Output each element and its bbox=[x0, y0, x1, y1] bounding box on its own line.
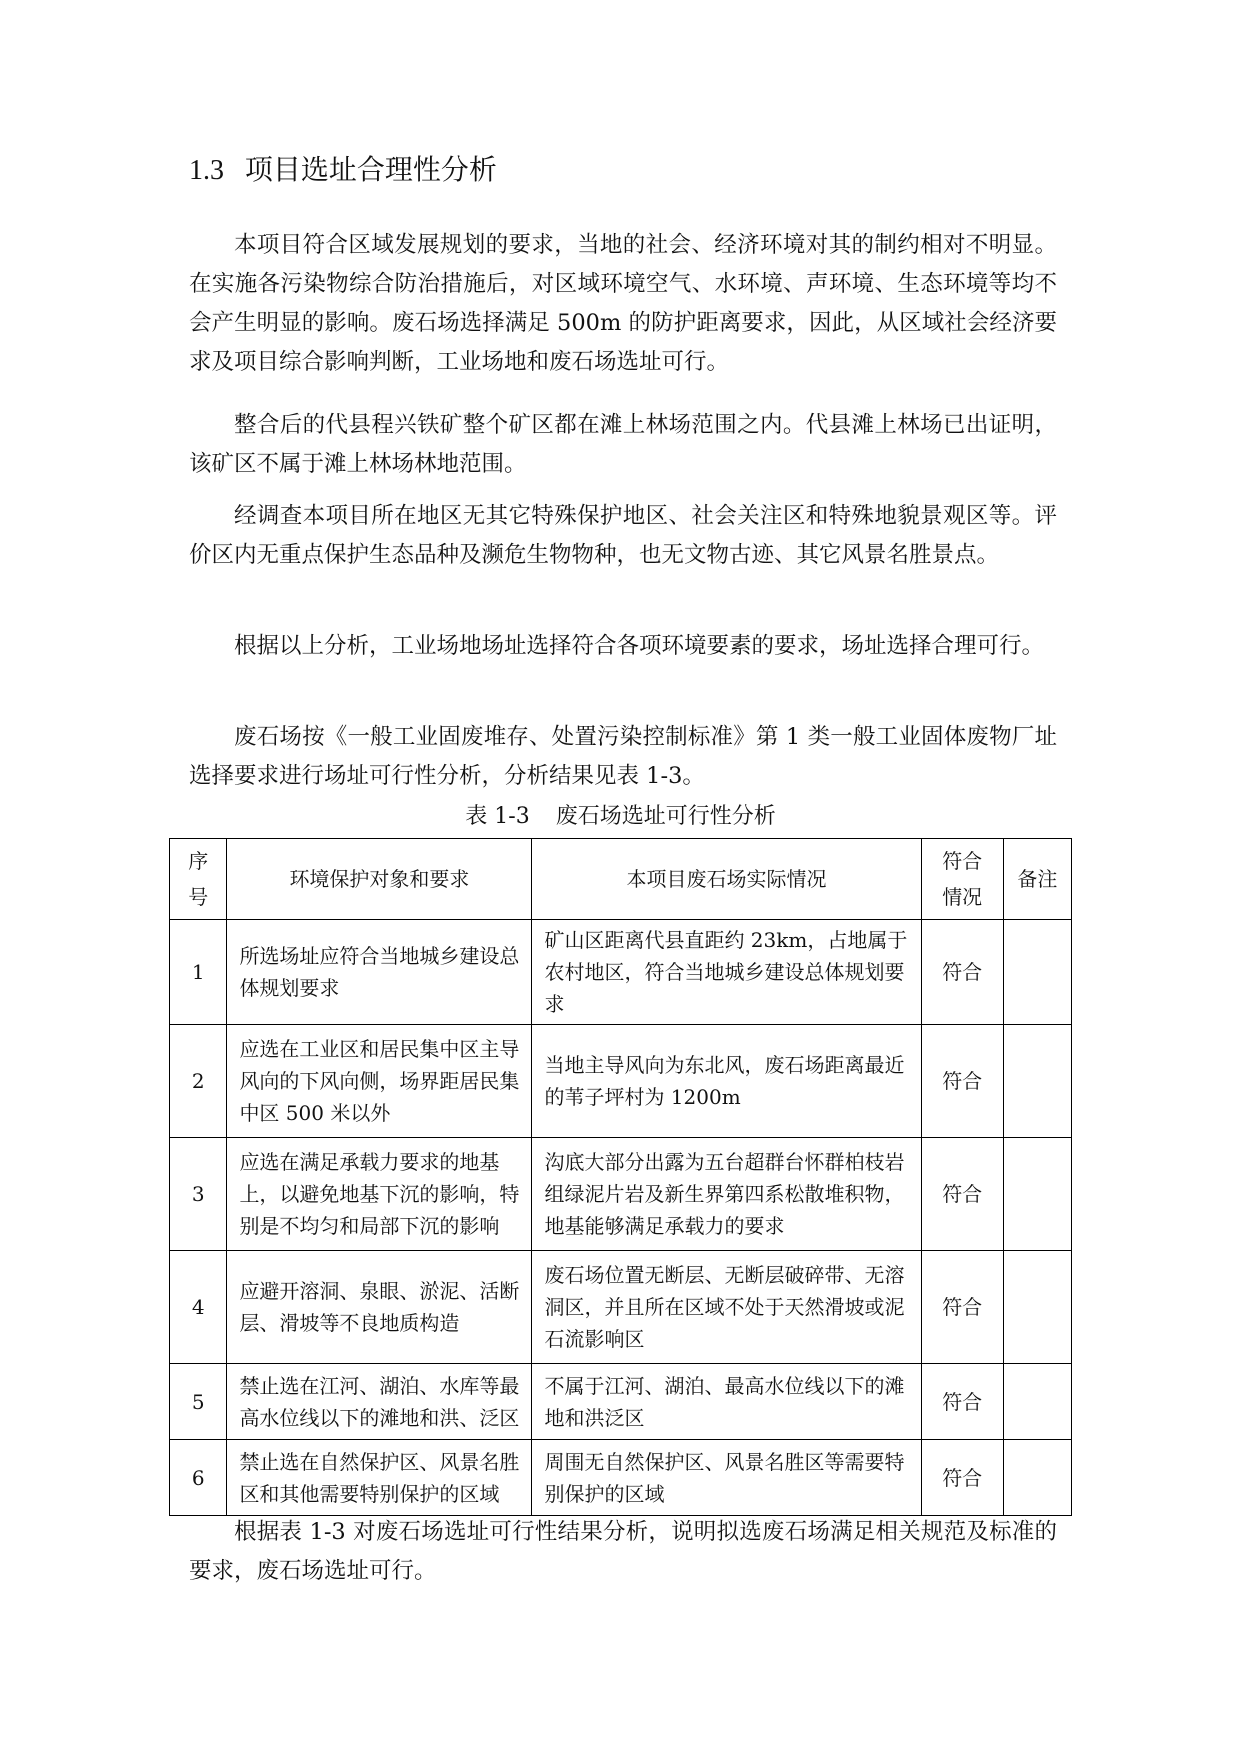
cell-conform: 符合 bbox=[921, 1440, 1003, 1516]
cell-note bbox=[1003, 920, 1071, 1025]
cell-actual: 矿山区距离代县直距约 23km，占地属于农村地区，符合当地城乡建设总体规划要求 bbox=[532, 920, 921, 1025]
cell-requirement: 所选场址应符合当地城乡建设总体规划要求 bbox=[227, 920, 532, 1025]
cell-conform: 符合 bbox=[921, 1025, 1003, 1138]
paragraph-table-conclusion: 根据表 1-3 对废石场选址可行性结果分析，说明拟选废石场满足相关规范及标准的要求，废石场选址可行。 bbox=[189, 1519, 1057, 1584]
cell-requirement: 应避开溶洞、泉眼、淤泥、活断层、滑坡等不良地质构造 bbox=[227, 1251, 532, 1364]
cell-note bbox=[1003, 1138, 1071, 1251]
cell-note bbox=[1003, 1440, 1071, 1516]
paragraph-site-compliance: 本项目符合区域发展规划的要求，当地的社会、经济环境对其的制约相对不明显。在实施各污染物综合防治措施后，对区域环境空气、水环境、声环境、生态环境等均不会产生明显的影响。废石场选择满足 500m 的防护距离要求，因此，从区域社会经济要求及项目综合影响判断，工业场地和废石场选址可行。 bbox=[189, 232, 1057, 375]
feasibility-table bbox=[169, 838, 1072, 1516]
cell-actual: 废石场位置无断层、无断层破碎带、无溶洞区，并且所在区域不处于天然滑坡或泥石流影响区 bbox=[532, 1251, 921, 1364]
table-caption-id: 表 1-3 bbox=[465, 804, 530, 829]
cell-seq: 4 bbox=[170, 1251, 227, 1364]
header-seq: 序号 bbox=[170, 839, 227, 920]
cell-conform: 符合 bbox=[921, 1364, 1003, 1440]
cell-note bbox=[1003, 1251, 1071, 1364]
table-row bbox=[170, 1025, 1072, 1138]
cell-actual: 不属于江河、湖泊、最高水位线以下的滩地和洪泛区 bbox=[532, 1364, 921, 1440]
cell-note bbox=[1003, 1364, 1071, 1440]
header-note: 备注 bbox=[1003, 839, 1071, 920]
cell-seq: 6 bbox=[170, 1440, 227, 1516]
cell-seq: 5 bbox=[170, 1364, 227, 1440]
cell-seq: 1 bbox=[170, 920, 227, 1025]
header-conform: 符合情况 bbox=[921, 839, 1003, 920]
paragraph-waste-standard: 废石场按《一般工业固废堆存、处置污染控制标准》第 1 类一般工业固体废物厂址选择要求进行场址可行性分析，分析结果见表 1-3。 bbox=[189, 724, 1057, 789]
table-row bbox=[170, 1138, 1072, 1251]
cell-actual: 周围无自然保护区、风景名胜区等需要特别保护的区域 bbox=[532, 1440, 921, 1516]
cell-requirement: 禁止选在江河、湖泊、水库等最高水位线以下的滩地和洪、泛区 bbox=[227, 1364, 532, 1440]
cell-actual: 沟底大部分出露为五台超群台怀群柏枝岩组绿泥片岩及新生界第四系松散堆积物，地基能够满足承载力的要求 bbox=[532, 1138, 921, 1251]
header-requirement: 环境保护对象和要求 bbox=[227, 839, 532, 920]
paragraph-forest-farm: 整合后的代县程兴铁矿整个矿区都在滩上林场范围之内。代县滩上林场已出证明，该矿区不属于滩上林场林地范围。 bbox=[189, 412, 1057, 477]
paragraph-site-conclusion: 根据以上分析，工业场地场址选择符合各项环境要素的要求，场址选择合理可行。 bbox=[234, 633, 1045, 659]
cell-requirement: 禁止选在自然保护区、风景名胜区和其他需要特别保护的区域 bbox=[227, 1440, 532, 1516]
paragraph-protected-areas: 经调查本项目所在地区无其它特殊保护地区、社会关注区和特殊地貌景观区等。评价区内无重点保护生态品种及濒危生物物种，也无文物古迹、其它风景名胜景点。 bbox=[189, 503, 1057, 568]
cell-seq: 3 bbox=[170, 1138, 227, 1251]
cell-note bbox=[1003, 1025, 1071, 1138]
table-header-row bbox=[170, 839, 1072, 920]
header-actual: 本项目废石场实际情况 bbox=[532, 839, 921, 920]
cell-requirement: 应选在工业区和居民集中区主导风向的下风向侧，场界距居民集中区 500 米以外 bbox=[227, 1025, 532, 1138]
section-number: 1.3 bbox=[189, 155, 224, 186]
cell-conform: 符合 bbox=[921, 1138, 1003, 1251]
table-row bbox=[170, 1251, 1072, 1364]
table-row bbox=[170, 1364, 1072, 1440]
cell-requirement: 应选在满足承载力要求的地基上，以避免地基下沉的影响，特别是不均匀和局部下沉的影响 bbox=[227, 1138, 532, 1251]
cell-conform: 符合 bbox=[921, 1251, 1003, 1364]
table-row bbox=[170, 920, 1072, 1025]
cell-conform: 符合 bbox=[921, 920, 1003, 1025]
table-row bbox=[170, 1440, 1072, 1516]
table-caption-title: 废石场选址可行性分析 bbox=[555, 804, 776, 829]
table-caption bbox=[0, 802, 1241, 832]
cell-actual: 当地主导风向为东北风，废石场距离最近的苇子坪村为 1200m bbox=[532, 1025, 921, 1138]
section-heading bbox=[189, 150, 497, 191]
cell-seq: 2 bbox=[170, 1025, 227, 1138]
section-title: 项目选址合理性分析 bbox=[244, 153, 497, 186]
